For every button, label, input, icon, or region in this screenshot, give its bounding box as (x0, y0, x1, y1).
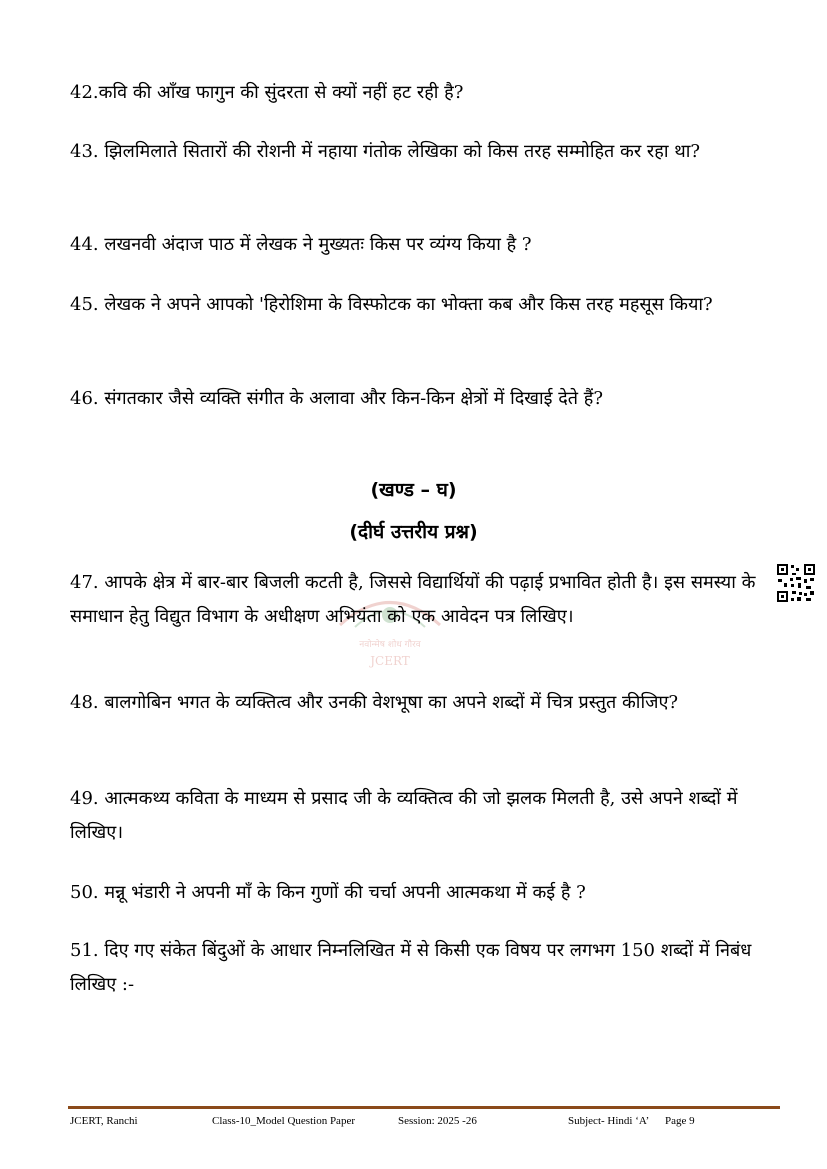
qr-code-icon (776, 563, 816, 603)
footer-page-number: Page 9 (665, 1115, 695, 1127)
section-subtitle: (दीर्घ उत्तरीय प्रश्न) (349, 521, 478, 543)
footer-paper: Class-10_Model Question Paper (212, 1115, 355, 1127)
question-51: 51. दिए गए संकेत बिंदुओं के आधार निम्नलिखित में से किसी एक विषय पर लगभग 150 शब्दों में निबंध लिखिए :- (70, 940, 752, 995)
question-45: 45. लेखक ने अपने आपको 'हिरोशिमा के विस्फोटक का भोक्ता कब और किस तरह महसूस किया? (70, 294, 713, 315)
watermark-motto: नवोन्मेष शोध गौरव (359, 640, 421, 650)
question-48: 48. बालगोबिन भगत के व्यक्तित्व और उनकी वेशभूषा का अपने शब्दों में चित्र प्रस्तुत कीजिए? (70, 692, 679, 713)
question-44: 44. लखनवी अंदाज पाठ में लेखक ने मुख्यतः किस पर व्यंग्य किया है ? (70, 234, 532, 255)
question-49: 49. आत्मकथ्य कविता के माध्यम से प्रसाद जी के व्यक्तित्व की जो झलक मिलती है, उसे अपने शब्दों में लिखिए। (70, 788, 738, 843)
footer-org: JCERT, Ranchi (70, 1115, 138, 1127)
question-47: 47. आपके क्षेत्र में बार-बार बिजली कटती है, जिससे विद्यार्थियों की पढ़ाई प्रभावित होती है। इस समस्या के समाधान हेतु विद्युत विभाग के अधीक्षण अभियंता को एक आवेदन पत्र लिखिए। (70, 572, 756, 627)
question-43: 43. झिलमिलाते सितारों की रोशनी में नहाया गंतोक लेखिका को किस तरह सम्मोहित कर रहा था? (70, 141, 701, 162)
footer-rule (68, 1106, 780, 1109)
section-title: (खण्ड – घ) (370, 479, 457, 501)
question-46: 46. संगतकार जैसे व्यक्ति संगीत के अलावा और किन-किन क्षेत्रों में दिखाई देते हैं? (70, 388, 603, 409)
footer-subject: Subject- Hindi ‘A’ (568, 1115, 650, 1127)
question-42: 42.कवि की आँख फागुन की सुंदरता से क्यों नहीं हट रही है? (70, 82, 464, 103)
question-50: 50. मन्नू भंडारी ने अपनी माँ के किन गुणों की चर्चा अपनी आत्मकथा में कई है ? (70, 882, 586, 903)
watermark-org: JCERT (370, 654, 410, 668)
footer-session: Session: 2025 -26 (398, 1115, 477, 1127)
